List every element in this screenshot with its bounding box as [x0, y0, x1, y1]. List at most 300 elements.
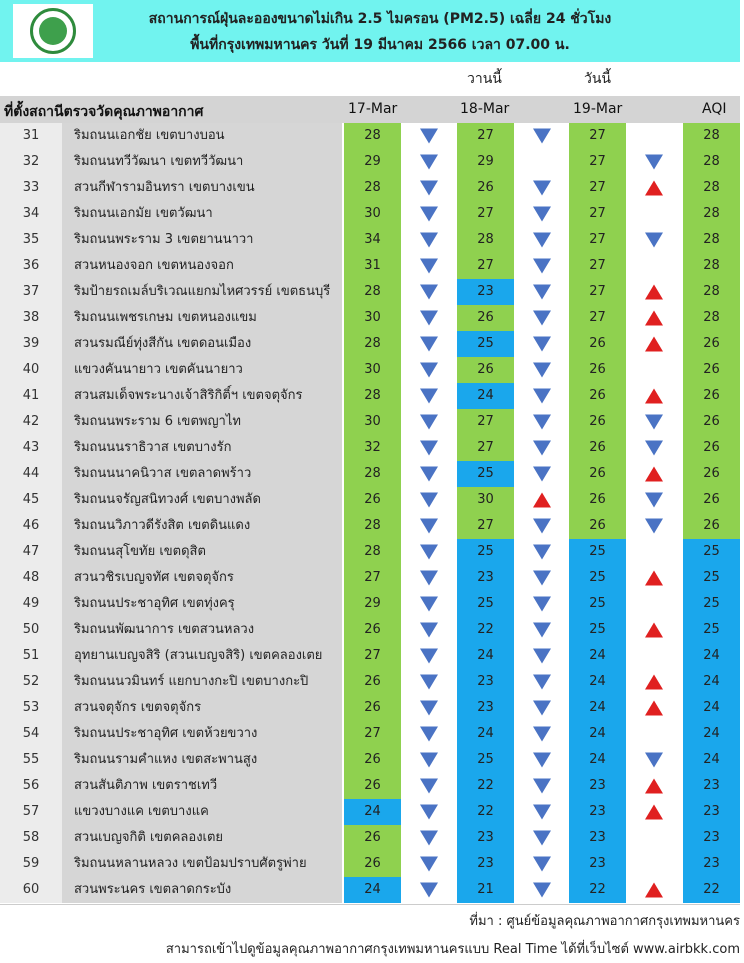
arrow-down-icon: [645, 233, 663, 248]
trend-cell: [514, 539, 570, 565]
pm25-value-d3: 26: [569, 331, 626, 357]
trend-cell: [626, 877, 682, 903]
arrow-down-icon: [420, 337, 438, 352]
pm25-value-d1: 28: [344, 123, 401, 149]
trend-cell: [514, 513, 570, 539]
arrow-down-icon: [420, 753, 438, 768]
trend-cell: [626, 279, 682, 305]
aqi-value: 25: [683, 565, 740, 591]
trend-cell: [626, 253, 682, 279]
arrow-down-icon: [420, 805, 438, 820]
arrow-down-icon: [533, 519, 551, 534]
pm25-value-d1: 26: [344, 695, 401, 721]
table-row: [0, 201, 740, 227]
station-name: สวนเบญจกิติ เขตคลองเตย: [62, 825, 342, 851]
trend-cell: [401, 695, 457, 721]
table-row: [0, 539, 740, 565]
trend-cell: [401, 383, 457, 409]
pm25-value-d1: 29: [344, 591, 401, 617]
trend-cell: [514, 357, 570, 383]
arrow-down-icon: [533, 805, 551, 820]
trend-cell: [401, 435, 457, 461]
table-row: [0, 227, 740, 253]
aqi-value: 28: [683, 253, 740, 279]
pm25-value-d1: 28: [344, 461, 401, 487]
pm25-value-d1: 29: [344, 149, 401, 175]
arrow-down-icon: [533, 415, 551, 430]
arrow-down-icon: [420, 259, 438, 274]
pm25-value-d2: 25: [457, 461, 514, 487]
report-header: [0, 0, 740, 62]
station-name: ริมถนนทวีวัฒนา เขตทวีวัฒนา: [62, 149, 342, 175]
pm25-value-d2: 28: [457, 227, 514, 253]
station-name: สวนพระนคร เขตลาดกระบัง: [62, 877, 342, 903]
station-number: 36: [0, 253, 62, 279]
station-number: 57: [0, 799, 62, 825]
divider: [0, 904, 740, 905]
arrow-down-icon: [420, 441, 438, 456]
trend-cell: [626, 539, 682, 565]
arrow-down-icon: [533, 883, 551, 898]
trend-cell: [514, 695, 570, 721]
trend-cell: [514, 773, 570, 799]
pm25-value-d1: 24: [344, 799, 401, 825]
station-name: ริมป้ายรถเมล์บริเวณแยกมไหศวรรย์ เขตธนบุรี: [62, 279, 342, 305]
table-row: [0, 591, 740, 617]
aqi-value: 28: [683, 123, 740, 149]
station-name: แขวงคันนายาว เขตคันนายาว: [62, 357, 342, 383]
trend-cell: [401, 175, 457, 201]
station-number: 56: [0, 773, 62, 799]
station-name: ริมถนนวิภาวดีรังสิต เขตดินแดง: [62, 513, 342, 539]
station-number: 53: [0, 695, 62, 721]
arrow-up-icon: [645, 337, 663, 352]
pm25-value-d2: 27: [457, 123, 514, 149]
station-name: ริมถนนจรัญสนิทวงศ์ เขตบางพลัด: [62, 487, 342, 513]
table-row: [0, 877, 740, 903]
pm25-value-d1: 34: [344, 227, 401, 253]
table-row: [0, 773, 740, 799]
pm25-value-d2: 25: [457, 539, 514, 565]
trend-cell: [514, 591, 570, 617]
aqi-value: 24: [683, 695, 740, 721]
pm25-value-d3: 27: [569, 227, 626, 253]
trend-cell: [401, 227, 457, 253]
pm25-value-d2: 26: [457, 175, 514, 201]
table-row: [0, 695, 740, 721]
pm25-value-d1: 28: [344, 279, 401, 305]
trend-cell: [514, 305, 570, 331]
aqi-value: 26: [683, 357, 740, 383]
pm25-value-d3: 27: [569, 279, 626, 305]
trend-cell: [626, 461, 682, 487]
pm25-value-d3: 26: [569, 435, 626, 461]
pm25-value-d3: 27: [569, 175, 626, 201]
pm25-value-d3: 24: [569, 747, 626, 773]
pm25-value-d2: 27: [457, 435, 514, 461]
pm25-value-d1: 27: [344, 643, 401, 669]
trend-cell: [514, 825, 570, 851]
trend-cell: [401, 591, 457, 617]
arrow-down-icon: [420, 623, 438, 638]
pm25-value-d3: 22: [569, 877, 626, 903]
table-row: [0, 721, 740, 747]
pm25-value-d3: 24: [569, 669, 626, 695]
trend-cell: [514, 123, 570, 149]
pm25-value-d3: 25: [569, 565, 626, 591]
arrow-down-icon: [420, 675, 438, 690]
arrow-down-icon: [533, 675, 551, 690]
station-number: 44: [0, 461, 62, 487]
pm25-value-d1: 27: [344, 565, 401, 591]
station-number: 55: [0, 747, 62, 773]
table-row: [0, 461, 740, 487]
arrow-down-icon: [420, 129, 438, 144]
pm25-value-d3: 25: [569, 539, 626, 565]
arrow-down-icon: [420, 597, 438, 612]
trend-cell: [401, 643, 457, 669]
pm25-value-d1: 28: [344, 175, 401, 201]
arrow-down-icon: [533, 207, 551, 222]
arrow-up-icon: [645, 311, 663, 326]
trend-cell: [401, 851, 457, 877]
pm25-value-d3: 24: [569, 721, 626, 747]
aqi-value: 28: [683, 149, 740, 175]
arrow-down-icon: [420, 519, 438, 534]
station-number: 45: [0, 487, 62, 513]
arrow-down-icon: [533, 571, 551, 586]
pm25-value-d2: 27: [457, 201, 514, 227]
station-number: 49: [0, 591, 62, 617]
arrow-down-icon: [420, 207, 438, 222]
arrow-down-icon: [645, 753, 663, 768]
pm25-value-d3: 25: [569, 591, 626, 617]
trend-cell: [626, 201, 682, 227]
aqi-value: 23: [683, 773, 740, 799]
pm25-value-d3: 23: [569, 773, 626, 799]
trend-cell: [626, 695, 682, 721]
pm25-value-d3: 27: [569, 253, 626, 279]
arrow-up-icon: [645, 805, 663, 820]
arrow-down-icon: [645, 519, 663, 534]
trend-cell: [514, 851, 570, 877]
aqi-value: 28: [683, 201, 740, 227]
trend-cell: [514, 175, 570, 201]
trend-cell: [514, 747, 570, 773]
trend-cell: [626, 591, 682, 617]
arrow-down-icon: [533, 597, 551, 612]
station-number: 34: [0, 201, 62, 227]
trend-cell: [401, 461, 457, 487]
arrow-down-icon: [420, 311, 438, 326]
pm25-value-d2: 23: [457, 279, 514, 305]
station-name: สวนจตุจักร เขตจตุจักร: [62, 695, 342, 721]
pm25-value-d1: 26: [344, 851, 401, 877]
station-number: 39: [0, 331, 62, 357]
trend-cell: [401, 123, 457, 149]
arrow-up-icon: [645, 285, 663, 300]
trend-cell: [626, 851, 682, 877]
pm25-value-d2: 29: [457, 149, 514, 175]
table-row: [0, 357, 740, 383]
pm25-value-d3: 26: [569, 357, 626, 383]
arrow-down-icon: [420, 831, 438, 846]
station-name: ริมถนนประชาอุทิศ เขตทุ่งครุ: [62, 591, 342, 617]
station-number: 41: [0, 383, 62, 409]
arrow-down-icon: [533, 181, 551, 196]
arrow-down-icon: [420, 181, 438, 196]
pm25-value-d2: 24: [457, 643, 514, 669]
station-name: ริมถนนรามคำแหง เขตสะพานสูง: [62, 747, 342, 773]
trend-cell: [514, 253, 570, 279]
trend-cell: [401, 565, 457, 591]
pm25-value-d2: 22: [457, 799, 514, 825]
aqi-value: 25: [683, 539, 740, 565]
trend-cell: [401, 877, 457, 903]
station-name: ริมถนนนราธิวาส เขตบางรัก: [62, 435, 342, 461]
pm25-value-d3: 23: [569, 799, 626, 825]
date-column-17: 17-Mar: [348, 101, 398, 117]
arrow-down-icon: [533, 129, 551, 144]
arrow-down-icon: [420, 363, 438, 378]
trend-cell: [401, 487, 457, 513]
report-title: สถานการณ์ฝุ่นละอองขนาดไม่เกิน 2.5 ไมครอน (PM2.5) เฉลี่ย 24 ชั่วโมง: [148, 11, 612, 27]
trend-cell: [626, 409, 682, 435]
arrow-down-icon: [533, 311, 551, 326]
pm25-value-d1: 28: [344, 331, 401, 357]
station-name: สวนวชิรเบญจทัศ เขตจตุจักร: [62, 565, 342, 591]
pm25-value-d2: 30: [457, 487, 514, 513]
logo: [13, 4, 93, 58]
trend-cell: [514, 669, 570, 695]
trend-cell: [401, 331, 457, 357]
aqi-value: 28: [683, 305, 740, 331]
station-number: 42: [0, 409, 62, 435]
table-row: [0, 565, 740, 591]
aqi-value: 28: [683, 227, 740, 253]
station-number: 35: [0, 227, 62, 253]
aqi-value: 25: [683, 591, 740, 617]
table-row: [0, 149, 740, 175]
source-note: ที่มา : ศูนย์ข้อมูลคุณภาพอากาศกรุงเทพมหานคร: [469, 914, 740, 929]
aqi-value: 23: [683, 825, 740, 851]
station-name: แขวงบางแค เขตบางแค: [62, 799, 342, 825]
table-row: [0, 331, 740, 357]
pm25-value-d2: 26: [457, 357, 514, 383]
arrow-down-icon: [533, 857, 551, 872]
trend-cell: [626, 747, 682, 773]
arrow-up-icon: [645, 883, 663, 898]
station-number: 51: [0, 643, 62, 669]
aqi-value: 24: [683, 669, 740, 695]
aqi-value: 24: [683, 721, 740, 747]
website-note: สามารถเข้าไปดูข้อมูลคุณภาพอากาศกรุงเทพมหานครแบบ Real Time ได้ที่เว็บไซต์ www.airbkk.com: [165, 942, 740, 957]
station-number: 54: [0, 721, 62, 747]
station-number: 33: [0, 175, 62, 201]
arrow-up-icon: [645, 571, 663, 586]
table-row: [0, 435, 740, 461]
arrow-down-icon: [533, 233, 551, 248]
trend-cell: [626, 331, 682, 357]
pm25-value-d1: 27: [344, 721, 401, 747]
table-row: [0, 279, 740, 305]
pm25-value-d2: 26: [457, 305, 514, 331]
station-name: ริมถนนพระราม 3 เขตยานนาวา: [62, 227, 342, 253]
trend-cell: [626, 487, 682, 513]
table-row: [0, 747, 740, 773]
arrow-up-icon: [533, 493, 551, 508]
pm25-value-d1: 26: [344, 617, 401, 643]
table-row: [0, 513, 740, 539]
station-name: สวนหนองจอก เขตหนองจอก: [62, 253, 342, 279]
station-number: 60: [0, 877, 62, 903]
trend-cell: [401, 201, 457, 227]
pm25-value-d3: 26: [569, 513, 626, 539]
station-name: ริมถนนเพชรเกษม เขตหนองแขม: [62, 305, 342, 331]
trend-cell: [626, 175, 682, 201]
table-row: [0, 825, 740, 851]
trend-cell: [514, 799, 570, 825]
trend-cell: [514, 643, 570, 669]
pm25-value-d1: 26: [344, 669, 401, 695]
aqi-value: 26: [683, 435, 740, 461]
pm25-value-d3: 26: [569, 461, 626, 487]
trend-cell: [514, 201, 570, 227]
arrow-up-icon: [645, 675, 663, 690]
aqi-value: 23: [683, 799, 740, 825]
pm25-value-d1: 26: [344, 825, 401, 851]
trend-cell: [514, 409, 570, 435]
pm25-value-d1: 26: [344, 487, 401, 513]
trend-cell: [514, 565, 570, 591]
pm25-value-d1: 26: [344, 747, 401, 773]
table-row: [0, 175, 740, 201]
station-name: สวนสมเด็จพระนางเจ้าสิริกิติ์ฯ เขตจตุจักร: [62, 383, 342, 409]
pm25-value-d1: 28: [344, 513, 401, 539]
aqi-value: 26: [683, 383, 740, 409]
today-label: วันนี้: [584, 71, 612, 87]
pm25-value-d3: 23: [569, 851, 626, 877]
pm25-value-d1: 28: [344, 383, 401, 409]
aqi-value: 22: [683, 877, 740, 903]
trend-cell: [626, 617, 682, 643]
pm25-value-d2: 27: [457, 513, 514, 539]
arrow-down-icon: [420, 493, 438, 508]
trend-cell: [626, 149, 682, 175]
trend-cell: [401, 357, 457, 383]
trend-cell: [401, 149, 457, 175]
pm25-value-d1: 31: [344, 253, 401, 279]
trend-cell: [401, 747, 457, 773]
station-number: 52: [0, 669, 62, 695]
station-name: สวนกีฬารามอินทรา เขตบางเขน: [62, 175, 342, 201]
trend-cell: [626, 565, 682, 591]
station-number: 48: [0, 565, 62, 591]
aqi-value: 26: [683, 487, 740, 513]
arrow-down-icon: [420, 857, 438, 872]
aqi-value: 23: [683, 851, 740, 877]
station-name: ริมถนนเอกมัย เขตวัฒนา: [62, 201, 342, 227]
pm25-value-d1: 24: [344, 877, 401, 903]
station-name: ริมถนนสุโขทัย เขตดุสิต: [62, 539, 342, 565]
aqi-value: 25: [683, 617, 740, 643]
station-number: 50: [0, 617, 62, 643]
trend-cell: [626, 773, 682, 799]
trend-cell: [626, 513, 682, 539]
pm25-value-d2: 25: [457, 591, 514, 617]
station-number: 38: [0, 305, 62, 331]
pm25-value-d2: 23: [457, 825, 514, 851]
arrow-down-icon: [533, 389, 551, 404]
station-number: 58: [0, 825, 62, 851]
pm25-value-d3: 26: [569, 409, 626, 435]
table-row: [0, 123, 740, 149]
arrow-down-icon: [645, 441, 663, 456]
arrow-down-icon: [645, 155, 663, 170]
table-row: [0, 799, 740, 825]
table-row: [0, 669, 740, 695]
pm25-value-d2: 22: [457, 617, 514, 643]
table-row: [0, 643, 740, 669]
pm25-value-d2: 24: [457, 383, 514, 409]
arrow-down-icon: [420, 467, 438, 482]
trend-cell: [514, 227, 570, 253]
pm25-value-d2: 25: [457, 747, 514, 773]
arrow-down-icon: [533, 753, 551, 768]
trend-cell: [626, 643, 682, 669]
pm25-value-d3: 24: [569, 643, 626, 669]
report-subtitle: พื้นที่กรุงเทพมหานคร วันที่ 19 มีนาคม 2566 เวลา 07.00 น.: [190, 37, 570, 53]
trend-cell: [626, 721, 682, 747]
aqi-value: 24: [683, 643, 740, 669]
station-name: ริมถนนประชาอุทิศ เขตห้วยขวาง: [62, 721, 342, 747]
arrow-down-icon: [533, 285, 551, 300]
station-number: 40: [0, 357, 62, 383]
pm25-value-d2: 23: [457, 565, 514, 591]
station-name: ริมถนนนวมินทร์ แยกบางกะปิ เขตบางกะปิ: [62, 669, 342, 695]
table-row: [0, 409, 740, 435]
pm25-value-d3: 27: [569, 123, 626, 149]
table-row: [0, 851, 740, 877]
trend-cell: [401, 617, 457, 643]
trend-cell: [626, 305, 682, 331]
trend-cell: [514, 279, 570, 305]
trend-cell: [626, 669, 682, 695]
arrow-down-icon: [645, 493, 663, 508]
arrow-down-icon: [533, 727, 551, 742]
station-number: 31: [0, 123, 62, 149]
pm25-value-d2: 23: [457, 695, 514, 721]
pm25-value-d3: 27: [569, 305, 626, 331]
trend-cell: [401, 799, 457, 825]
station-number: 46: [0, 513, 62, 539]
pm25-value-d1: 30: [344, 409, 401, 435]
arrow-down-icon: [533, 649, 551, 664]
arrow-down-icon: [533, 701, 551, 716]
arrow-down-icon: [420, 701, 438, 716]
aqi-value: 26: [683, 461, 740, 487]
arrow-up-icon: [645, 389, 663, 404]
station-name: ริมถนนนาคนิวาส เขตลาดพร้าว: [62, 461, 342, 487]
trend-cell: [401, 253, 457, 279]
trend-cell: [401, 825, 457, 851]
pm25-value-d2: 25: [457, 331, 514, 357]
pm25-value-d2: 23: [457, 851, 514, 877]
trend-cell: [514, 617, 570, 643]
station-number: 37: [0, 279, 62, 305]
pm25-value-d2: 27: [457, 253, 514, 279]
arrow-down-icon: [533, 259, 551, 274]
